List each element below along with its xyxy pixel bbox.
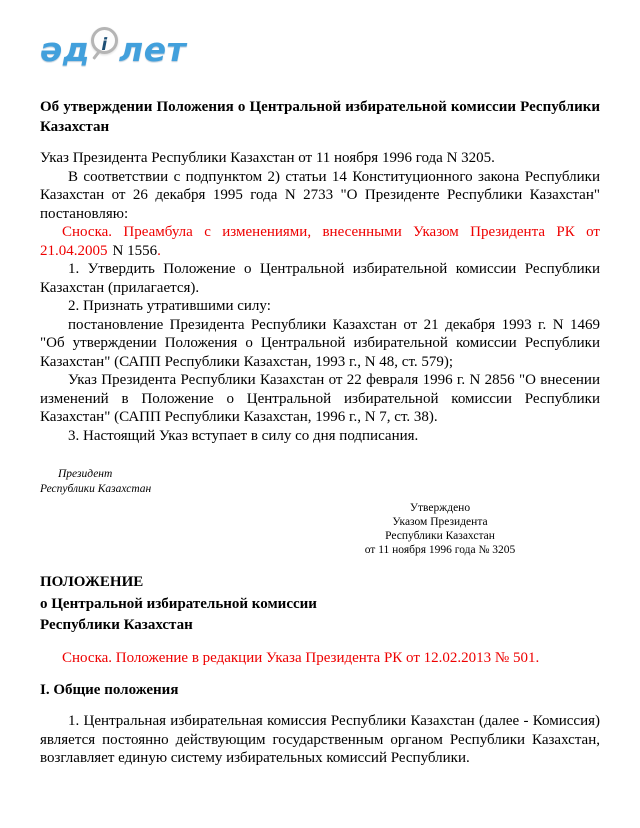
regulation-title-line-2: о Центральной избирательной комиссии [40,595,317,612]
section-1-paragraph-1: 1. Центральная избирательная комиссия Республики Казахстан (далее - Комиссия) является постоянно действующим государственным органом Республики Казахстан, возглавляет единую систему избирательных комиссий Республики. [40,713,600,766]
decree-info-line: Указ Президента Республики Казахстан от 11 ноября 1996 года N 3205. [40,150,495,166]
approval-line-2: Указом Президента [392,516,488,528]
section-1-heading: I. Общие положения [40,682,179,698]
magnifier-icon [91,27,118,54]
decree-item-2-sub-1: постановление Президента Республики Казахстан от 21 декабря 1993 г. N 1469 "Об утверждении Положения о Центральной избирательной комиссии Республики Казахстан" (САПП Республики Казахстан, 1993 г., N 48, ст. 579); [40,316,600,370]
document-title: Об утверждении Положения о Центральной избирательной комиссии Республики Казахстан [40,99,600,135]
footnote-doc-number-link[interactable]: N 1556 [112,242,158,259]
footnote-preamble-red-text: Сноска. Преамбула с изменениями, внесенными Указом Президента РК от 21.04.2005 [40,224,600,259]
regulation-title [40,572,600,637]
approval-line-4: от 11 ноября 1996 года № 3205 [364,544,516,556]
signature-block [40,467,600,496]
decree-item-3: 3. Настоящий Указ вступает в силу со дня подписания. [68,427,419,444]
decree-item-2: 2. Признать утратившими силу: [68,298,271,314]
decree-item-1: 1. Утвердить Положение о Центральной избирательной комиссии Республики Казахстан (прилагается). [40,261,600,296]
decree-item-2-sub-2: Указ Президента Республики Казахстан от 22 февраля 1996 г. N 2856 "О внесении изменений в Положение о Центральной избирательной комиссии Республики Казахстан" (САПП Республики Казахстан, 1996 г., N 7, ст. 38). [40,372,600,425]
adilet-logo-text-start: әд [40,30,91,69]
approval-line-1: Утверждено [409,502,471,514]
approval-line-3: Республики Казахстан [385,530,495,542]
signature-title: Президент [58,468,113,480]
regulation-title-line-3: Республики Казахстан [40,617,193,633]
adilet-logo[interactable] [40,30,600,82]
magnifier-handle-icon [92,50,101,60]
footnote-preamble [40,223,600,260]
approval-block [300,501,580,557]
regulation-title-line-1: ПОЛОЖЕНИЕ [40,574,144,590]
adilet-logo-letter-i: і [101,35,108,55]
signature-subtitle: Республики Казахстан [40,482,152,495]
preamble-paragraph: В соответствии с подпунктом 2) статьи 14 Конституционного закона Республики Казахстан от 26 декабря 1995 года N 2733 "О Президенте Республики Казахстан" постановляю: [40,168,600,222]
footnote-regulation: Сноска. Положение в редакции Указа Президента РК от 12.02.2013 № 501. [62,649,540,666]
adilet-logo-text-end: лет [119,30,187,69]
footnote-preamble-period: . [157,242,161,259]
